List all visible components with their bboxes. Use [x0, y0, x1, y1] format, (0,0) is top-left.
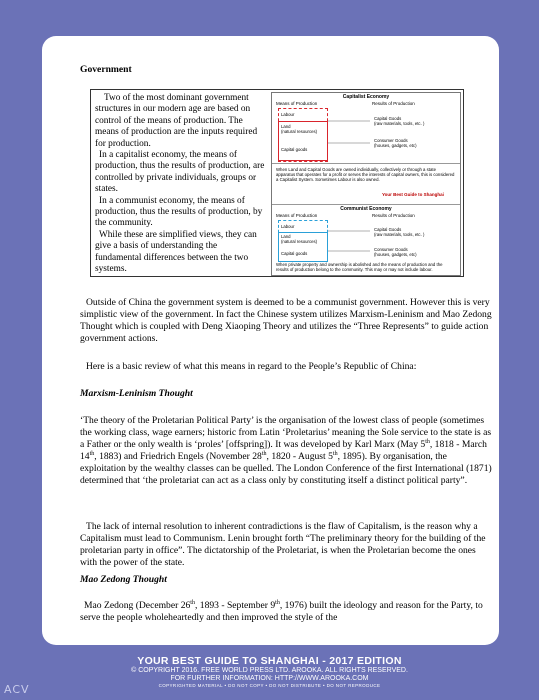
guide-logo: Your Best Guide to Shanghai [382, 192, 444, 197]
results-label: Results of Production [372, 101, 415, 106]
subheading-mao: Mao Zedong Thought [80, 574, 167, 585]
labour-label: Labour [281, 112, 295, 117]
watermark: ACV [4, 683, 30, 696]
means-label: Means of Production [276, 213, 318, 218]
communist-arrows [328, 223, 372, 259]
capital-label: Capital goods [281, 251, 308, 256]
capitalist-title: Capitalist Economy [342, 94, 390, 100]
box-paragraph: In a capitalist economy, the means of production, thus the results of production, are controlled by private individuals, groups or states. [95, 150, 265, 195]
capital-goods-out: Capital Goods [374, 116, 402, 121]
communist-panel [272, 205, 460, 275]
economy-diagram [271, 92, 461, 276]
subheading-marxism: Marxism-Leninism Thought [80, 388, 193, 399]
box-paragraph: In a communist economy, the means of production, thus the results of production, by the community. [95, 195, 263, 229]
communist-title: Communist Economy [340, 206, 392, 212]
capital-goods-out-sub: (raw materials, tools, etc. ) [374, 121, 425, 126]
consumer-goods: Consumer Goods [374, 138, 408, 143]
capitalist-arrows [328, 111, 372, 157]
results-label: Results of Production [372, 213, 415, 218]
section-heading-government: Government [80, 64, 132, 75]
communist-note: When private property and ownership is abolished and the means of production and the results of production belong to the community. This may or may not include labour. [276, 262, 443, 273]
land-sub-label: (natural resources) [281, 239, 318, 244]
capital-goods-out-sub: (raw materials, tools, etc. ) [374, 232, 425, 237]
paragraph-mao: Mao Zedong (December 26th, 1893 - September 9th, 1976) built the ideology and reason for the Party, to serve the people wholeheartedly and then improved the style of the [80, 599, 483, 623]
box-paragraph: While these are simplified views, they can give a basis of understanding the fundamental differences between the two systems. [95, 229, 257, 275]
footer-info: FOR FURTHER INFORMATION: HTTP://WWW.AROOKA.COM [170, 675, 369, 682]
document-page [42, 36, 499, 645]
footer-copyright: © COPYRIGHT 2016. FREE WORLD PRESS LTD. AROOKA. ALL RIGHTS RESERVED. [131, 667, 408, 674]
capitalist-panel [272, 93, 460, 164]
consumer-goods-sub: (houses, gadgets, etc) [374, 252, 417, 257]
paragraph-intro: Outside of China the government system is deemed to be a communist government. However this is very simplistic view of the government. In fact the Chinese system utilizes Marxism-Leninism and Mao Zedong Thought which is coupled with Deng Xiaoping Theory and utilizes the “Three Represents” to guide action government actions. [80, 297, 492, 344]
paragraph-capitalism-flaw: The lack of internal resolution to inherent contradictions is the flaw of Capitalism, is the reason why a Capitalism must lead to Communism. Lenin brought forth “The preliminary theory for the building of the proletarian party in office”. The dictatorship of the Proletariat, is when the Proletarian become the ones with the power of the state. [80, 521, 486, 568]
page-footer [0, 655, 539, 689]
land-sub-label: (natural resources) [281, 129, 318, 134]
box-paragraph: Two of the most dominant government structures in our modern age are based on control of the means of production. The means of production are the inputs required for production. [95, 93, 258, 149]
paragraph-review: Here is a basic review of what this means in regard to the People’s Republic of China: [86, 361, 417, 372]
paragraph-marxism: ‘The theory of the Proletarian Political Party’ is the organisation of the lowest class of people (sometimes the working class, wage earners; historic from Latin ‘Proletarius’ meaning the Sole service to the state is as a Father or the only wealth is ‘proles’ [offspring]). It was developed by Karl Marx (May 5th, 1818 - March 14th, 1883) and Friedrich Engels (November 28th, 1820 - August 5th, 1895). By organisation, the exploitation by the wealthy classes can be quelled. The London Conference of the first International (1871) determined that ‘the proletariat can act as a class only by constituting itself a distinct political party”. [80, 415, 492, 486]
land-label: Land [281, 234, 291, 239]
capital-label: Capital goods [281, 147, 308, 152]
consumer-goods: Consumer Goods [374, 247, 408, 252]
footer-title: YOUR BEST GUIDE TO SHANGHAI - 2017 EDITION [137, 655, 402, 667]
capitalist-note: When Land and Capital Goods are owned individually, collectively or through a state apparatus that operates for a profit or serves the interests of capital owners, this is considered a Capitalist System. Sometimes Labour is also owned. [276, 167, 455, 183]
land-label: Land [281, 124, 291, 129]
box-text [95, 93, 265, 276]
footer-notice: COPYRIGHTED MATERIAL • DO NOT COPY • DO NOT DISTRIBUTE • DO NOT REPRODUCE [158, 683, 381, 688]
page-content [80, 64, 492, 76]
labour-label: Labour [281, 224, 295, 229]
comparison-box [90, 89, 464, 277]
capital-goods-out: Capital Goods [374, 227, 402, 232]
capitalist-note-panel [272, 164, 460, 205]
consumer-goods-sub: (houses, gadgets, etc) [374, 143, 417, 148]
means-label: Means of Production [276, 101, 318, 106]
